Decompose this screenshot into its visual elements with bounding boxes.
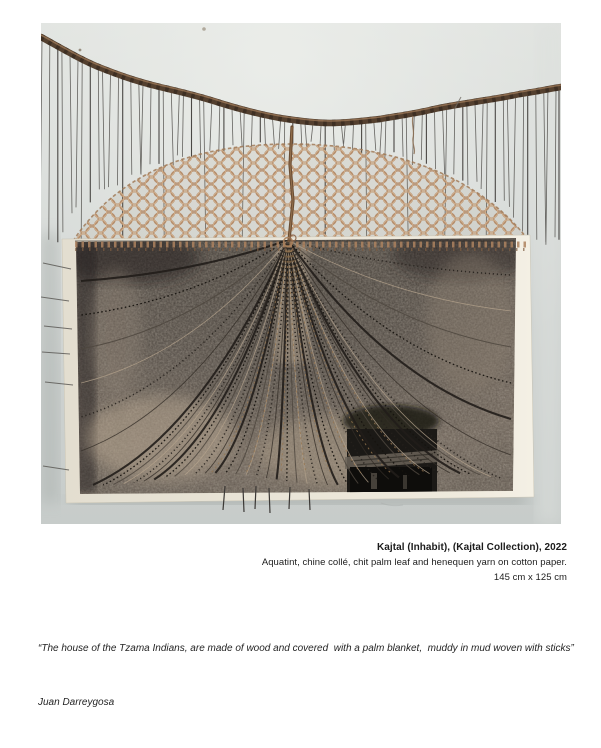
artwork-medium: Aquatint, chine collé, chit palm leaf and henequen yarn on cotton paper. <box>261 557 567 568</box>
artwork-title: Kajtal (Inhabit), (Kajtal Collection), 2022 <box>377 542 567 553</box>
artwork-caption <box>262 540 567 585</box>
artwork-dimensions: 145 cm x 125 cm <box>493 572 567 583</box>
wall-speck <box>202 27 206 31</box>
artwork-photo <box>41 23 561 524</box>
quote-attribution: Juan Darreygosa <box>38 697 115 708</box>
artist-quote <box>38 604 574 748</box>
quote-text: “The house of the Tzama Indians, are made of wood and covered with a palm blanket, muddy in mud woven with sticks” <box>38 643 574 654</box>
aquatint-print <box>61 229 534 503</box>
artwork-photo-svg <box>41 23 561 524</box>
wall-speck <box>79 49 82 52</box>
